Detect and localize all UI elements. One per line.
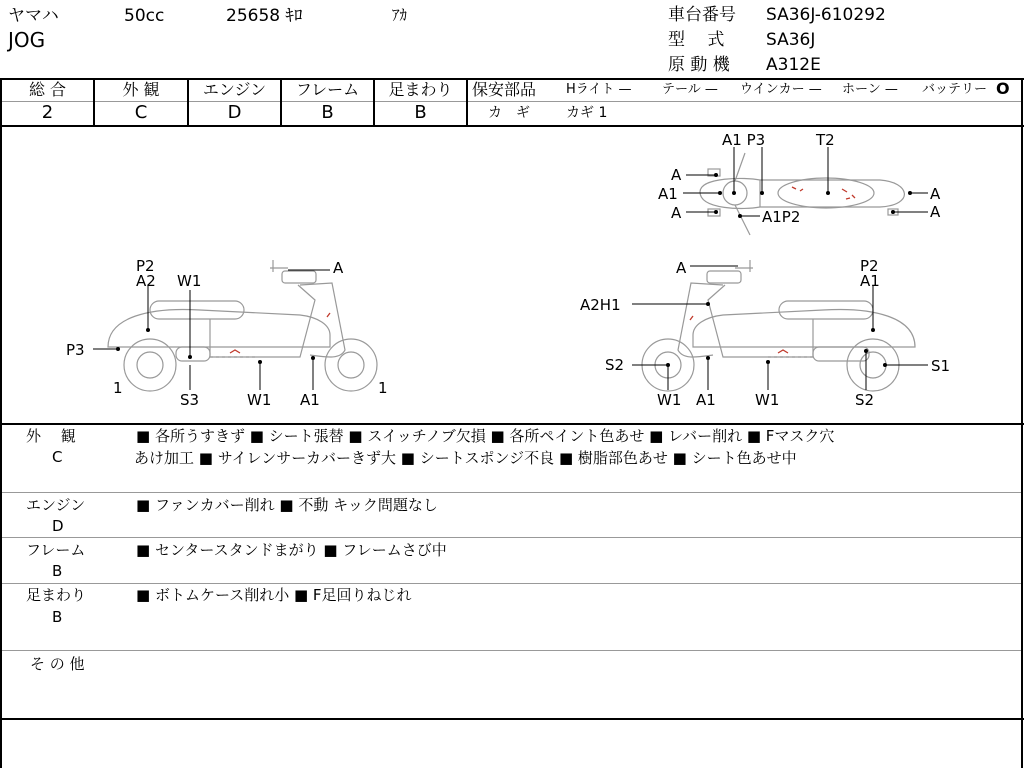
grade-label-engine: エンジン: [202, 80, 267, 99]
top-label-a1p3: A1 P3: [722, 131, 766, 149]
grade-label-frame: フレーム: [295, 80, 360, 99]
note-category-frame: フレーム: [26, 541, 86, 559]
left-label-p2: P2: [136, 257, 155, 275]
leader-lines: [93, 147, 928, 390]
safety-horn: ホーン —: [842, 82, 898, 97]
note-category-exterior: 外 観: [26, 427, 76, 445]
note-text-exterior-line2: あけ加工 ■ サイレンサーカバーきず大 ■ シートスポンジ不良 ■ 樹脂部色あせ ■ シート色あせ中: [134, 449, 797, 467]
safety-headlight: Hライト —: [566, 82, 632, 97]
safety-battery-mark: O: [996, 79, 1010, 98]
left-label-p3: P3: [66, 341, 85, 359]
grade-value-exterior: C: [134, 102, 148, 123]
top-label-t2: T2: [816, 131, 835, 149]
left-label-1-right: 1: [378, 379, 388, 397]
grid-line-notes-4: [2, 650, 1022, 651]
grade-value-overall: 2: [41, 102, 54, 123]
leader-dots: [116, 173, 912, 367]
right-label-a1-bottom: A1: [696, 391, 716, 409]
scooter-top-view: [700, 153, 904, 235]
safety-parts-label: 保安部品: [472, 80, 537, 99]
top-label-a1-left: A1: [658, 185, 678, 203]
left-label-a1: A1: [300, 391, 320, 409]
note-grade-suspension: B: [52, 608, 63, 626]
note-grade-engine: D: [52, 517, 64, 535]
right-label-p2: P2: [860, 257, 879, 275]
grid-line-notes-2: [2, 537, 1022, 538]
note-text-exterior-line1: ■ 各所うすきず ■ シート張替 ■ スイッチノブ欠損 ■ 各所ペイント色あせ ■ レバー削れ ■ Fマスク穴: [136, 427, 835, 445]
left-label-w1-bottom: W1: [247, 391, 272, 409]
right-label-a2h1: A2H1: [580, 296, 621, 314]
right-label-a: A: [676, 259, 687, 277]
right-label-w1-right: W1: [755, 391, 780, 409]
model-name: JOG: [8, 28, 46, 52]
damage-diagram: [0, 125, 1024, 425]
grid-line-notes-1: [2, 492, 1022, 493]
grade-label-exterior: 外 観: [122, 80, 160, 99]
maker-name: ヤマハ: [8, 6, 59, 26]
body-color: ｱｶ: [392, 6, 408, 24]
grade-label-overall: 総 合: [28, 80, 67, 99]
top-label-a-left-lower: A: [671, 204, 682, 222]
left-label-w1-top: W1: [177, 272, 202, 290]
note-category-suspension: 足まわり: [26, 586, 87, 604]
top-label-a-left-upper: A: [671, 166, 682, 184]
mileage: 25658 ｷﾛ: [226, 6, 303, 26]
right-label-s2-right: S2: [855, 391, 875, 409]
safety-winker: ウインカー —: [740, 82, 822, 97]
right-label-s1: S1: [931, 357, 951, 375]
grade-value-engine: D: [227, 102, 242, 123]
left-label-a2: A2: [136, 272, 156, 290]
safety-tail: テール —: [662, 82, 718, 97]
key-label: カ ギ: [488, 105, 530, 121]
safety-battery: バッテリー: [922, 82, 988, 97]
frame-number-value: SA36J-610292: [766, 5, 886, 25]
left-label-1-left: 1: [113, 379, 123, 397]
grid-col-5: [466, 78, 468, 125]
note-category-other: そ の 他: [30, 655, 85, 673]
note-text-engine: ■ ファンカバー削れ ■ 不動 キック問題なし: [136, 496, 438, 514]
note-text-frame: ■ センタースタンドまがり ■ フレームさび中: [136, 541, 447, 559]
top-label-a-right-lower: A: [930, 203, 941, 221]
right-label-s2-left: S2: [605, 356, 625, 374]
frame-number-label: 車台番号: [668, 5, 736, 25]
left-label-a: A: [333, 259, 344, 277]
top-label-a1p2: A1P2: [762, 208, 801, 226]
displacement: 50cc: [124, 6, 165, 26]
grid-line-notes-bottom: [0, 718, 1024, 720]
grade-label-suspension: 足まわり: [388, 80, 453, 99]
note-category-engine: エンジン: [26, 496, 86, 514]
engine-type-label: 原 動 機: [668, 55, 730, 75]
grid-line-notes-3: [2, 583, 1022, 584]
right-label-a1-top: A1: [860, 272, 880, 290]
note-grade-exterior: C: [52, 448, 63, 466]
model-type-label: 型 式: [668, 30, 725, 50]
grid-line-grade-mid: [2, 101, 1022, 102]
engine-type-value: A312E: [766, 55, 821, 75]
note-text-suspension: ■ ボトムケース削れ小 ■ F足回りねじれ: [136, 586, 412, 604]
left-label-s3: S3: [180, 391, 200, 409]
grade-value-suspension: B: [414, 102, 427, 123]
grade-value-frame: B: [321, 102, 334, 123]
note-grade-frame: B: [52, 562, 63, 580]
key-value: カギ 1: [566, 105, 608, 121]
top-label-a-right-upper: A: [930, 185, 941, 203]
model-type-value: SA36J: [766, 30, 816, 50]
right-label-w1-left: W1: [657, 391, 682, 409]
